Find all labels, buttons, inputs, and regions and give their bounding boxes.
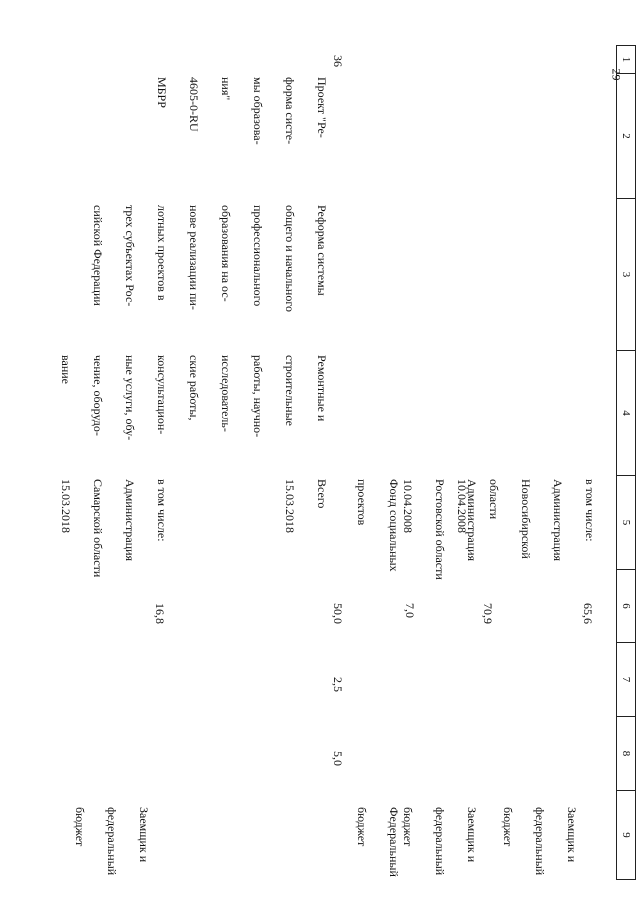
- header-col-6: 6: [617, 570, 635, 643]
- block1-col9-line: бюджет: [501, 807, 515, 847]
- row36-project-line: МБРР: [155, 77, 169, 108]
- row36-goal: [74, 205, 346, 355]
- block5-col5-line: Самарской области: [91, 479, 105, 578]
- block5-col5: [42, 479, 186, 589]
- block1-col5-line: области: [487, 479, 501, 520]
- header-col-8: 8: [617, 717, 635, 791]
- row36-col5-line: 15.03.2018: [283, 479, 297, 533]
- row36-works-line: ные услуги, обу-: [123, 355, 137, 441]
- block2-col5-line: Администрация: [465, 479, 479, 562]
- row36-works-line: работы, научно-: [251, 355, 265, 438]
- header-col-7: 7: [617, 643, 635, 717]
- block5-col9: [56, 807, 168, 887]
- row36-works-line: консультацион-: [155, 355, 169, 435]
- row36-project-line: Проект "Ре-: [315, 77, 329, 138]
- row36-goal-line: лотных проектов в: [155, 205, 169, 301]
- row-36-number: 36: [331, 55, 345, 67]
- row36-goal-line: общего и начального: [283, 205, 297, 312]
- block3-col5-line: Фонд социальных: [387, 479, 401, 572]
- header-row: [616, 45, 636, 880]
- row36-col5: [266, 479, 346, 569]
- row36-project: [138, 77, 346, 197]
- block3-col9-line: бюджет: [355, 807, 369, 847]
- block1-col5-line: Новосибирской: [519, 479, 533, 559]
- row36-project-line: ния": [219, 77, 233, 101]
- block5-col6-value: 16,8: [153, 603, 167, 624]
- row36-goal-line: Реформа системы: [315, 205, 329, 296]
- row36-col7-value: 2,5: [331, 677, 345, 692]
- block5-col5-line: в том числе:: [155, 479, 169, 542]
- header-col-5: 5: [617, 476, 635, 570]
- block3-col5: [338, 479, 418, 579]
- rotated-table: [61, 45, 636, 875]
- row36-works-line: вание: [59, 355, 73, 385]
- block1-col6-value: 65,6: [581, 603, 595, 624]
- block1-col5-line: в том числе:: [583, 479, 597, 542]
- block5-col9-line: Заемщик и: [137, 807, 151, 863]
- block2-col6-value: 70,9: [481, 603, 495, 624]
- row36-works-line: чение, оборудо-: [91, 355, 105, 436]
- block3-col9: [338, 807, 418, 887]
- row36-works-line: Ремонтные и: [315, 355, 329, 422]
- block3-col6-value: 7,0: [403, 603, 417, 618]
- block1-col5-line: 10.04.2008: [455, 479, 469, 533]
- block1-col9-line: федеральный: [533, 807, 547, 876]
- block5-col9-line: бюджет: [73, 807, 87, 847]
- block1-col9: [484, 807, 596, 887]
- page-number: 29: [609, 68, 624, 81]
- row36-goal-line: образования на ос-: [219, 205, 233, 302]
- row36-project-line: 4605-0-RU: [187, 77, 201, 132]
- header-col-9: 9: [620, 832, 632, 838]
- block3-col9-line: Федеральный: [387, 807, 401, 877]
- block1-col5-line: Администрация: [551, 479, 565, 562]
- header-col-3: 3: [617, 199, 635, 351]
- header-col-4: 4: [617, 351, 635, 476]
- header-col-2: 2: [617, 74, 635, 199]
- block2-col9-line: Заемщик и: [465, 807, 479, 863]
- block1-col9-line: Заемщик и: [565, 807, 579, 863]
- block3-col5-line: проектов: [355, 479, 369, 526]
- header-col-1: 1: [617, 46, 635, 74]
- row36-works-line: исследователь-: [219, 355, 233, 432]
- block2-col9-line: федеральный: [433, 807, 447, 876]
- row36-col6-value: 50,0: [331, 603, 345, 624]
- row36-goal-line: нове реализации пи-: [187, 205, 201, 310]
- row36-col8-value: 5,0: [331, 751, 345, 766]
- row36-goal-line: профессионального: [251, 205, 265, 307]
- block5-col5-line: 15.03.2018: [59, 479, 73, 533]
- row36-project-line: форма систе-: [283, 77, 297, 145]
- row36-works: [42, 355, 346, 480]
- block2-col5-line: 10.04.2008: [401, 479, 415, 533]
- row36-works-line: строительные: [283, 355, 297, 426]
- block2-col9-line: бюджет: [401, 807, 415, 847]
- block5-col9-line: федеральный: [105, 807, 119, 876]
- row36-goal-line: сийской Федерации: [91, 205, 105, 306]
- row36-col5-line: Всего: [315, 479, 329, 509]
- row36-works-line: ские работы,: [187, 355, 201, 421]
- row36-project-line: мы образова-: [251, 77, 265, 145]
- row36-goal-line: трех субъектах Рос-: [123, 205, 137, 307]
- block5-col5-line: Администрация: [123, 479, 137, 562]
- block2-col5-line: Ростовской области: [433, 479, 447, 580]
